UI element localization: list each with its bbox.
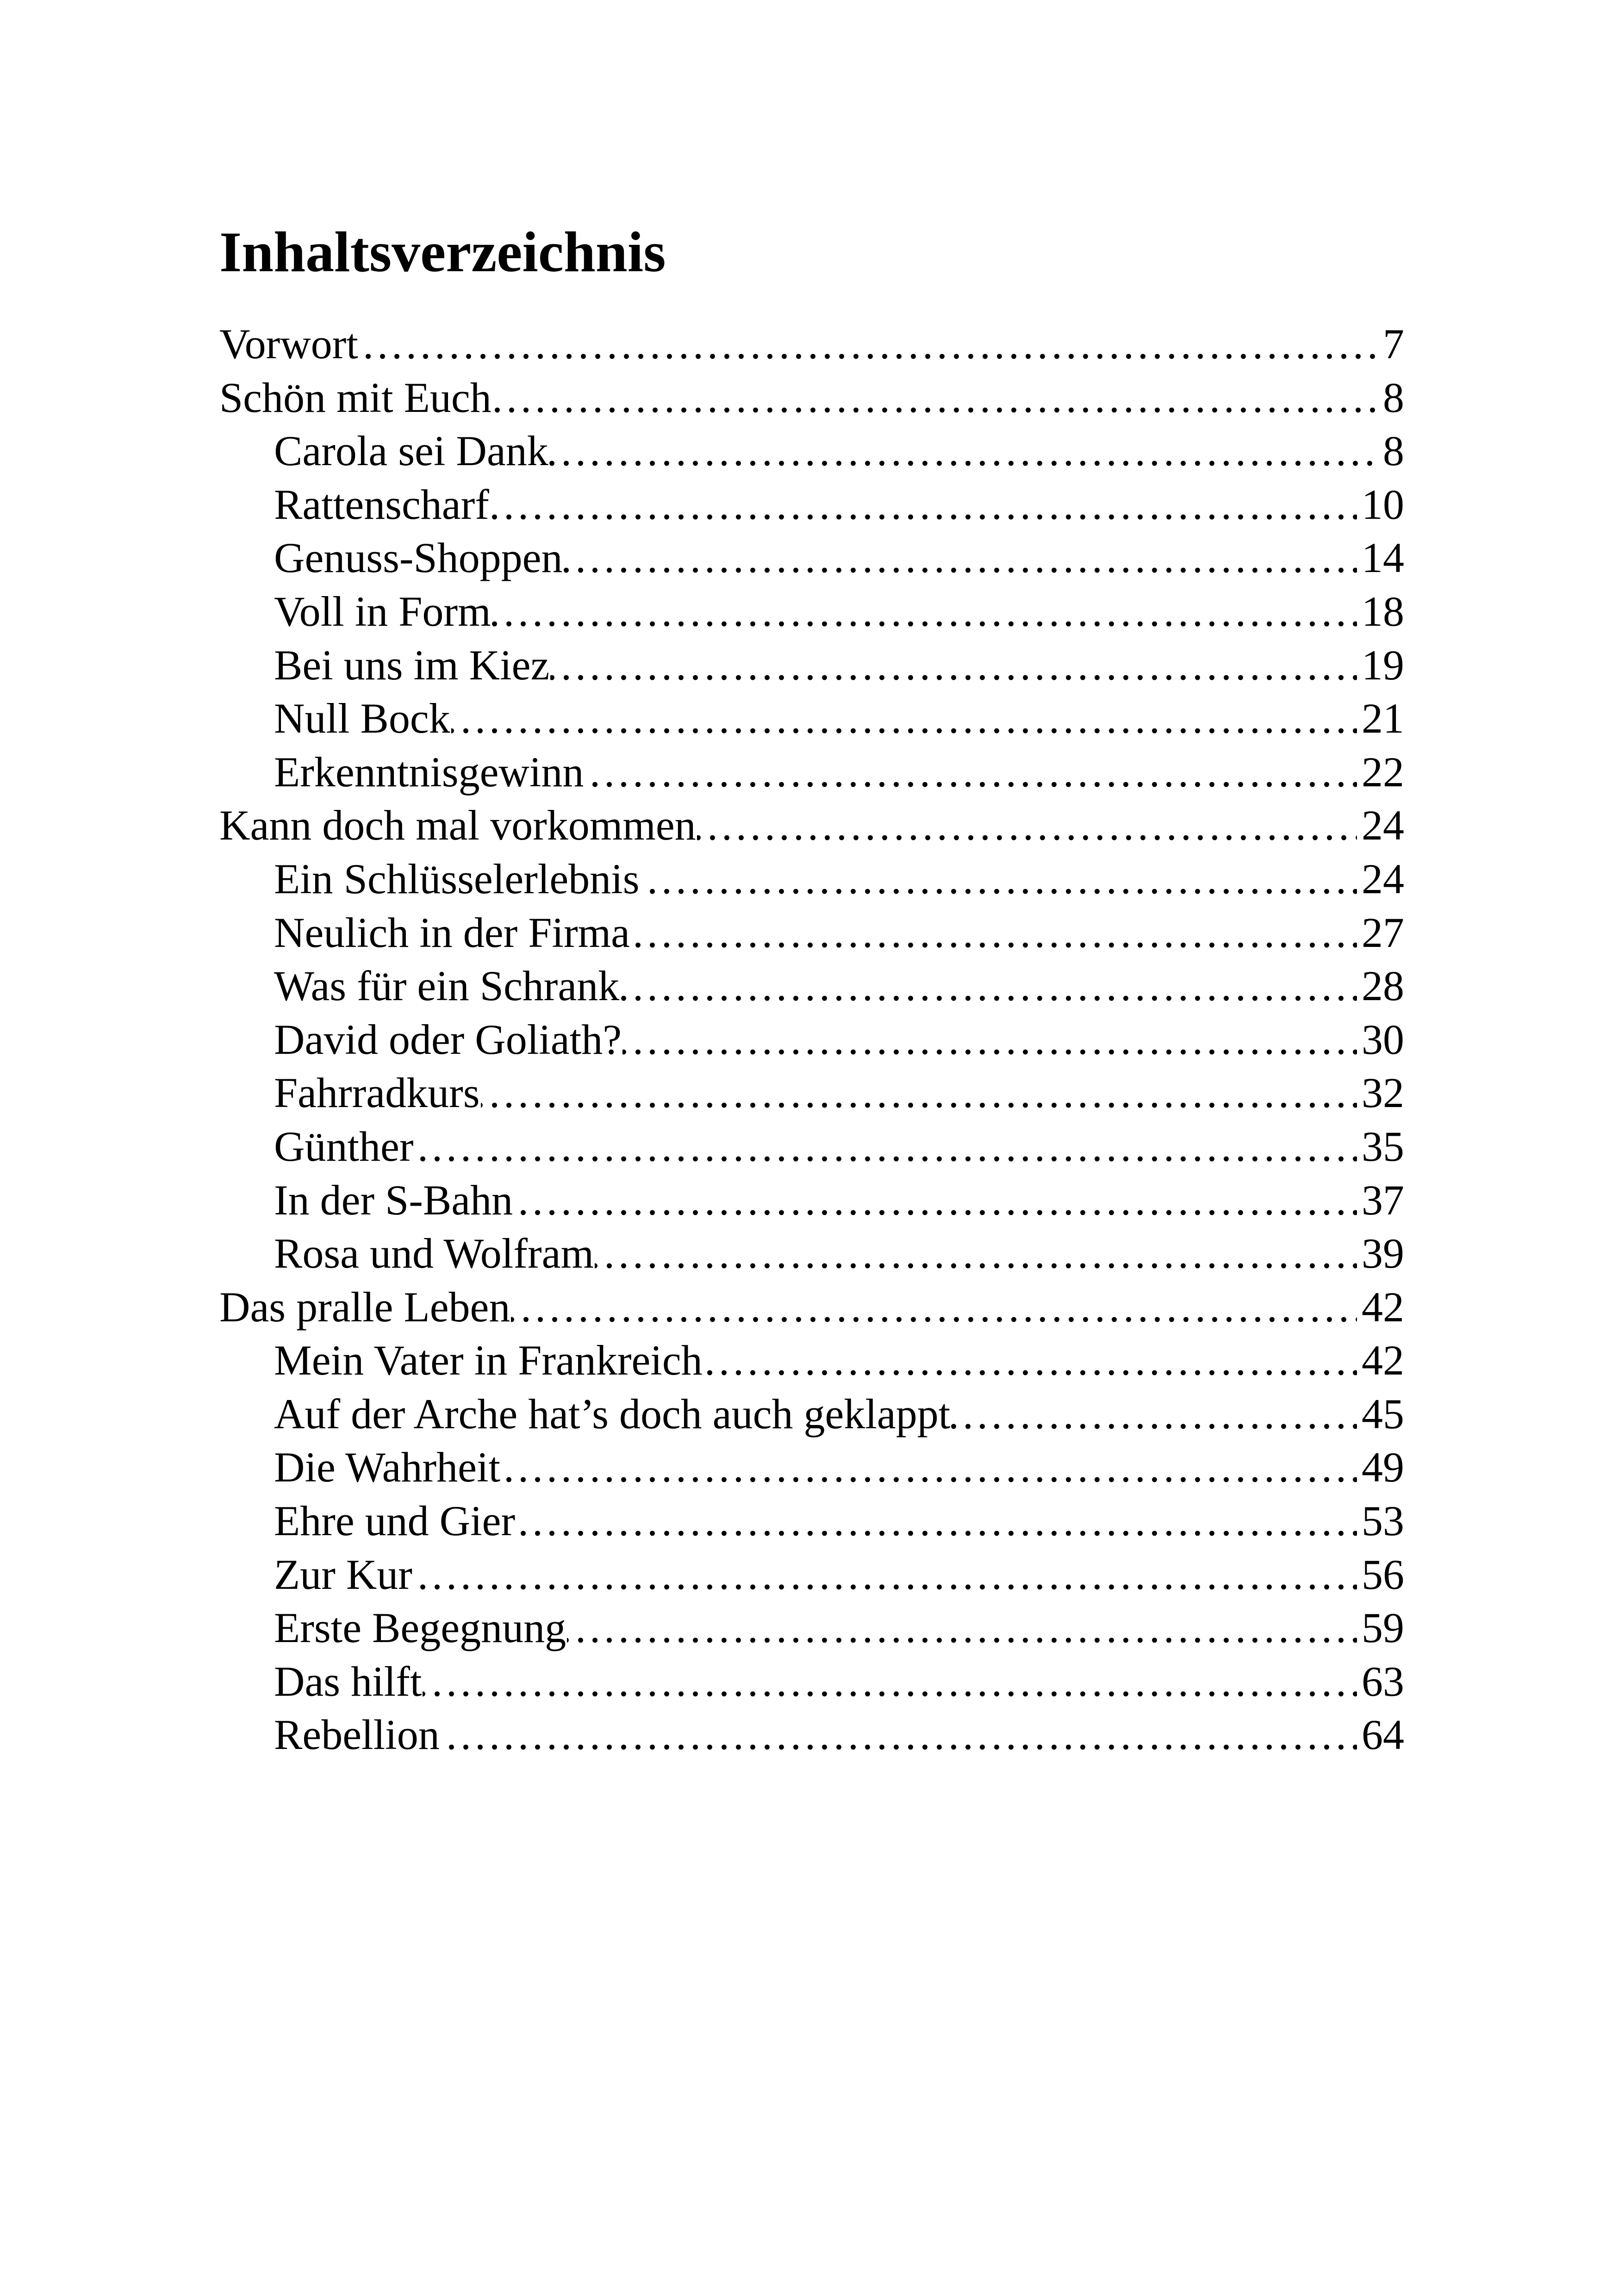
toc-page-number: 37 [1357,1174,1404,1227]
toc-section-entry [274,1334,1404,1388]
dot-leader [219,317,1404,371]
toc-page-number: 30 [1357,1013,1404,1067]
toc-chapter-entry [219,317,1404,371]
toc-page-number: 42 [1357,1281,1404,1334]
toc-section-entry [274,424,1404,478]
toc-page-number: 19 [1357,639,1404,692]
toc-page-number: 24 [1357,852,1404,906]
toc-section-entry [274,906,1404,960]
toc-section-entry [274,1227,1404,1281]
toc-page-number: 53 [1357,1494,1404,1548]
dot-leader [274,1708,1404,1762]
toc-entry-title: Erste Begegnung [274,1604,566,1652]
toc-page-number: 18 [1357,585,1404,639]
toc-entry-title: Neulich in der Firma [274,908,630,956]
toc-entry-title: Ein Schlüsselerlebnis [274,855,640,902]
toc-entry-title: Das hilft [274,1657,422,1705]
toc-entry-title: Bei uns im Kiez [274,641,550,689]
toc-section-entry [274,1013,1404,1067]
toc-page-number: 32 [1357,1066,1404,1120]
toc-page-number: 63 [1357,1655,1404,1709]
toc-page-number: 10 [1357,478,1404,532]
toc-entry-title: Mein Vater in Frankreich [274,1337,703,1384]
toc-entry-title: Erkenntnisgewinn [274,748,584,796]
toc-chapter-entry [219,1281,1404,1334]
toc-section-entry [274,531,1404,585]
toc-section-entry [274,639,1404,692]
toc-entry-title: Rosa und Wolfram [274,1230,594,1277]
toc-title: Inhaltsverzeichnis [219,220,666,284]
toc-section-entry [274,1174,1404,1227]
toc-section-entry [274,1388,1404,1441]
toc-list [219,317,1404,1762]
toc-chapter-entry [219,799,1404,852]
toc-entry-title: Was für ein Schrank [274,962,620,1010]
toc-entry-title: Voll in Form [274,587,491,635]
toc-section-entry [274,1494,1404,1548]
toc-page-number: 24 [1357,799,1404,852]
toc-chapter-entry [219,371,1404,425]
toc-entry-title: In der S-Bahn [274,1176,513,1224]
toc-page-number: 8 [1378,371,1404,425]
toc-page-number: 21 [1357,692,1404,746]
toc-page-number: 7 [1378,317,1404,371]
toc-section-entry [274,1655,1404,1709]
toc-section-entry [274,1120,1404,1174]
toc-entry-title: Günther [274,1122,414,1170]
toc-section-entry [274,852,1404,906]
toc-page-number: 8 [1378,424,1404,478]
toc-section-entry [274,959,1404,1013]
toc-entry-title: Ehre und Gier [274,1497,516,1545]
toc-page-number: 42 [1357,1334,1404,1388]
toc-section-entry [274,746,1404,799]
toc-entry-title: Kann doch mal vorkommen [219,802,696,849]
toc-section-entry [274,585,1404,639]
toc-entry-title: Die Wahrheit [274,1444,501,1491]
dot-leader [274,1655,1404,1709]
toc-section-entry [274,1548,1404,1602]
toc-page-number: 59 [1357,1601,1404,1655]
toc-entry-title: David oder Goliath? [274,1015,622,1063]
toc-section-entry [274,478,1404,532]
toc-entry-title: Auf der Arche hat’s doch auch geklappt [274,1390,951,1437]
dot-leader [274,1548,1404,1602]
toc-page-number: 49 [1357,1441,1404,1494]
toc-page-number: 39 [1357,1227,1404,1281]
toc-entry-title: Rattenscharf [274,480,489,528]
toc-page-number: 64 [1357,1708,1404,1762]
toc-entry-title: Vorwort [219,320,358,367]
toc-page-number: 14 [1357,531,1404,585]
toc-entry-title: Genuss-Shoppen [274,534,563,582]
toc-page-number: 22 [1357,746,1404,799]
toc-page-number: 45 [1357,1388,1404,1441]
toc-entry-title: Fahrradkurs [274,1069,480,1117]
toc-section-entry [274,1066,1404,1120]
toc-entry-title: Zur Kur [274,1550,412,1598]
toc-entry-title: Das pralle Leben [219,1283,510,1331]
toc-section-entry [274,692,1404,746]
toc-section-entry [274,1601,1404,1655]
toc-page-number: 35 [1357,1120,1404,1174]
dot-leader [274,1120,1404,1174]
toc-entry-title: Schön mit Euch [219,373,492,421]
toc-entry-title: Carola sei Dank [274,427,548,475]
toc-section-entry [274,1441,1404,1494]
toc-page-number: 27 [1357,906,1404,960]
toc-section-entry [274,1708,1404,1762]
toc-page-number: 56 [1357,1548,1404,1602]
toc-entry-title: Rebellion [274,1711,440,1759]
toc-entry-title: Null Bock [274,695,450,742]
toc-page-number: 28 [1357,959,1404,1013]
